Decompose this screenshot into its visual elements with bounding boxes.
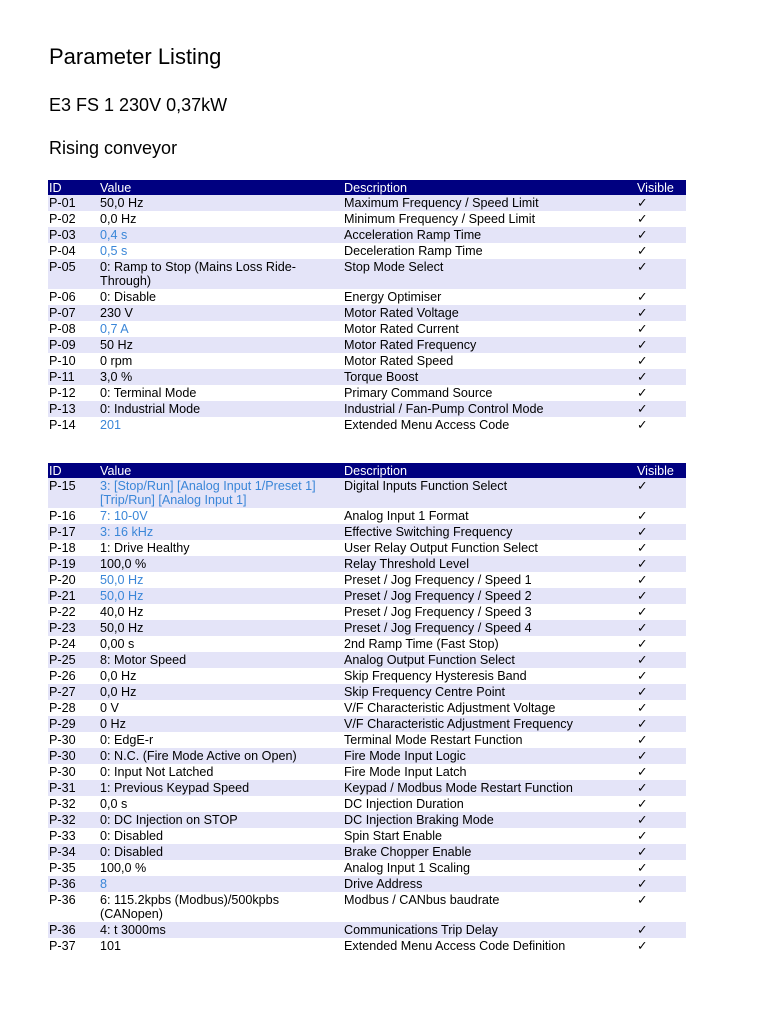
param-value: 1: Previous Keypad Speed xyxy=(100,781,250,795)
param-value: 0: Industrial Mode xyxy=(100,402,201,416)
param-description-cell: Skip Frequency Centre Point xyxy=(343,684,636,700)
param-id-cell: P-35 xyxy=(48,860,99,876)
param-value-cell xyxy=(99,478,343,508)
param-description-cell: Digital Inputs Function Select xyxy=(343,478,636,508)
table-row xyxy=(48,844,686,860)
param-description-cell: Effective Switching Frequency xyxy=(343,524,636,540)
param-id-cell: P-07 xyxy=(48,305,99,321)
application-heading: Rising conveyor xyxy=(49,138,178,158)
visible-check-icon: ✓ xyxy=(636,369,686,385)
visible-check-icon: ✓ xyxy=(636,305,686,321)
param-value-cell xyxy=(99,812,343,828)
table-row xyxy=(48,195,686,211)
param-value-cell xyxy=(99,556,343,572)
visible-check-icon: ✓ xyxy=(636,478,686,508)
table-body xyxy=(48,195,686,433)
table-row xyxy=(48,385,686,401)
column-header-value: Value xyxy=(99,180,343,195)
param-id-cell: P-19 xyxy=(48,556,99,572)
visible-check-icon: ✓ xyxy=(636,652,686,668)
param-id-cell: P-06 xyxy=(48,289,99,305)
param-id-cell: P-30 xyxy=(48,764,99,780)
param-value-cell xyxy=(99,620,343,636)
param-value-cell xyxy=(99,748,343,764)
param-id-cell: P-11 xyxy=(48,369,99,385)
param-value-cell xyxy=(99,604,343,620)
table-row xyxy=(48,211,686,227)
param-id-cell: P-27 xyxy=(48,684,99,700)
param-value: 50 Hz xyxy=(100,338,133,352)
visible-check-icon: ✓ xyxy=(636,588,686,604)
param-description-cell: Acceleration Ramp Time xyxy=(343,227,636,243)
param-id-cell: P-01 xyxy=(48,195,99,211)
param-description-cell: Analog Output Function Select xyxy=(343,652,636,668)
param-value-cell xyxy=(99,780,343,796)
param-value-cell xyxy=(99,417,343,433)
table-row xyxy=(48,259,686,289)
param-id-cell: P-33 xyxy=(48,828,99,844)
param-value: 8 xyxy=(100,877,108,891)
param-value-cell xyxy=(99,636,343,652)
param-value-cell xyxy=(99,668,343,684)
param-value-cell xyxy=(99,211,343,227)
param-value: 0: Ramp to Stop (Mains Loss Ride-Through) xyxy=(100,260,296,288)
param-description-cell: Preset / Jog Frequency / Speed 3 xyxy=(343,604,636,620)
table-row xyxy=(48,668,686,684)
visible-check-icon: ✓ xyxy=(636,780,686,796)
param-description-cell: Extended Menu Access Code xyxy=(343,417,636,433)
param-value-cell xyxy=(99,922,343,938)
param-description-cell: Deceleration Ramp Time xyxy=(343,243,636,259)
param-description-cell: Brake Chopper Enable xyxy=(343,844,636,860)
param-id-cell: P-23 xyxy=(48,620,99,636)
param-value-cell xyxy=(99,652,343,668)
param-value: 230 V xyxy=(100,306,133,320)
param-value: 3,0 % xyxy=(100,370,133,384)
visible-check-icon: ✓ xyxy=(636,321,686,337)
param-id-cell: P-02 xyxy=(48,211,99,227)
param-value-cell xyxy=(99,243,343,259)
table-header-row xyxy=(48,180,686,195)
drive-model-heading: E3 FS 1 230V 0,37kW xyxy=(49,95,228,115)
visible-check-icon: ✓ xyxy=(636,353,686,369)
param-description-cell: Terminal Mode Restart Function xyxy=(343,732,636,748)
visible-check-icon: ✓ xyxy=(636,844,686,860)
param-id-cell: P-20 xyxy=(48,572,99,588)
param-value-cell xyxy=(99,305,343,321)
param-value: 3: [Stop/Run] [Analog Input 1/Preset 1] [Trip/Run] [Analog Input 1] xyxy=(100,479,316,507)
param-description-cell: 2nd Ramp Time (Fast Stop) xyxy=(343,636,636,652)
param-id-cell: P-04 xyxy=(48,243,99,259)
table-row xyxy=(48,938,686,954)
param-value: 40,0 Hz xyxy=(100,605,144,619)
table-row xyxy=(48,369,686,385)
visible-check-icon: ✓ xyxy=(636,732,686,748)
table-row xyxy=(48,748,686,764)
param-value: 8: Motor Speed xyxy=(100,653,187,667)
param-id-cell: P-18 xyxy=(48,540,99,556)
table-row xyxy=(48,860,686,876)
param-description-cell: Skip Frequency Hysteresis Band xyxy=(343,668,636,684)
visible-check-icon: ✓ xyxy=(636,604,686,620)
visible-check-icon: ✓ xyxy=(636,540,686,556)
param-id-cell: P-10 xyxy=(48,353,99,369)
param-value: 0,0 Hz xyxy=(100,212,137,226)
param-value-cell xyxy=(99,369,343,385)
table-row xyxy=(48,716,686,732)
visible-check-icon: ✓ xyxy=(636,892,686,922)
visible-check-icon: ✓ xyxy=(636,796,686,812)
param-value-cell xyxy=(99,860,343,876)
param-description-cell: V/F Characteristic Adjustment Frequency xyxy=(343,716,636,732)
param-value: 50,0 Hz xyxy=(100,621,144,635)
table-row xyxy=(48,700,686,716)
visible-check-icon: ✓ xyxy=(636,938,686,954)
visible-check-icon: ✓ xyxy=(636,227,686,243)
table-row xyxy=(48,337,686,353)
visible-check-icon: ✓ xyxy=(636,508,686,524)
visible-check-icon: ✓ xyxy=(636,243,686,259)
visible-check-icon: ✓ xyxy=(636,876,686,892)
param-value-cell xyxy=(99,796,343,812)
table-body xyxy=(48,478,686,954)
param-value: 50,0 Hz xyxy=(100,573,144,587)
table-row xyxy=(48,604,686,620)
table-row xyxy=(48,227,686,243)
param-value-cell xyxy=(99,588,343,604)
visible-check-icon: ✓ xyxy=(636,716,686,732)
table-header-row xyxy=(48,463,686,478)
param-value-cell xyxy=(99,938,343,954)
param-value: 0: EdgE-r xyxy=(100,733,154,747)
param-value: 4: t 3000ms xyxy=(100,923,166,937)
table-row xyxy=(48,524,686,540)
visible-check-icon: ✓ xyxy=(636,556,686,572)
table-row xyxy=(48,796,686,812)
param-value: 201 xyxy=(100,418,122,432)
param-id-cell: P-31 xyxy=(48,780,99,796)
visible-check-icon: ✓ xyxy=(636,636,686,652)
table-row xyxy=(48,780,686,796)
param-value: 3: 16 kHz xyxy=(100,525,154,539)
param-id-cell: P-09 xyxy=(48,337,99,353)
param-value-cell xyxy=(99,684,343,700)
visible-check-icon: ✓ xyxy=(636,417,686,433)
param-value: 0 rpm xyxy=(100,354,133,368)
param-id-cell: P-08 xyxy=(48,321,99,337)
param-description-cell: Torque Boost xyxy=(343,369,636,385)
param-value-cell xyxy=(99,385,343,401)
table-row xyxy=(48,588,686,604)
param-value-cell xyxy=(99,828,343,844)
param-value: 0: Disabled xyxy=(100,829,164,843)
param-id-cell: P-28 xyxy=(48,700,99,716)
table-row xyxy=(48,305,686,321)
table-row xyxy=(48,812,686,828)
table-row xyxy=(48,652,686,668)
param-value: 7: 10-0V xyxy=(100,509,148,523)
param-value: 0 Hz xyxy=(100,717,126,731)
param-value-cell xyxy=(99,876,343,892)
param-id-cell: P-22 xyxy=(48,604,99,620)
param-description-cell: Minimum Frequency / Speed Limit xyxy=(343,211,636,227)
param-description-cell: Preset / Jog Frequency / Speed 4 xyxy=(343,620,636,636)
table-row xyxy=(48,401,686,417)
table-row xyxy=(48,764,686,780)
visible-check-icon: ✓ xyxy=(636,700,686,716)
param-description-cell: Relay Threshold Level xyxy=(343,556,636,572)
page-title: Parameter Listing xyxy=(49,44,222,69)
visible-check-icon: ✓ xyxy=(636,401,686,417)
table-row xyxy=(48,321,686,337)
visible-check-icon: ✓ xyxy=(636,668,686,684)
param-id-cell: P-32 xyxy=(48,812,99,828)
param-id-cell: P-05 xyxy=(48,259,99,289)
visible-check-icon: ✓ xyxy=(636,195,686,211)
param-value: 0,0 Hz xyxy=(100,685,137,699)
table-row xyxy=(48,732,686,748)
param-value-cell xyxy=(99,227,343,243)
param-description-cell: Primary Command Source xyxy=(343,385,636,401)
param-value-cell xyxy=(99,195,343,211)
param-id-cell: P-24 xyxy=(48,636,99,652)
table-row xyxy=(48,540,686,556)
table-row xyxy=(48,556,686,572)
param-value-cell xyxy=(99,321,343,337)
column-header-value: Value xyxy=(99,463,343,478)
param-value: 0,0 s xyxy=(100,797,128,811)
param-id-cell: P-36 xyxy=(48,876,99,892)
param-value: 0: Terminal Mode xyxy=(100,386,197,400)
param-description-cell: Maximum Frequency / Speed Limit xyxy=(343,195,636,211)
param-value: 50,0 Hz xyxy=(100,196,144,210)
param-value-cell xyxy=(99,337,343,353)
table-row xyxy=(48,684,686,700)
param-description-cell: Stop Mode Select xyxy=(343,259,636,289)
param-value-cell xyxy=(99,540,343,556)
param-description-cell: Industrial / Fan-Pump Control Mode xyxy=(343,401,636,417)
param-value-cell xyxy=(99,892,343,922)
table-row xyxy=(48,478,686,508)
param-id-cell: P-14 xyxy=(48,417,99,433)
param-value-cell xyxy=(99,401,343,417)
param-value-cell xyxy=(99,259,343,289)
param-id-cell: P-36 xyxy=(48,892,99,922)
param-value: 0: N.C. (Fire Mode Active on Open) xyxy=(100,749,297,763)
visible-check-icon: ✓ xyxy=(636,385,686,401)
param-id-cell: P-12 xyxy=(48,385,99,401)
table-row xyxy=(48,828,686,844)
param-description-cell: Motor Rated Frequency xyxy=(343,337,636,353)
param-description-cell: Spin Start Enable xyxy=(343,828,636,844)
param-id-cell: P-13 xyxy=(48,401,99,417)
column-header-description: Description xyxy=(343,463,636,478)
param-description-cell: DC Injection Braking Mode xyxy=(343,812,636,828)
param-description-cell: Extended Menu Access Code Definition xyxy=(343,938,636,954)
param-description-cell: Communications Trip Delay xyxy=(343,922,636,938)
param-description-cell: User Relay Output Function Select xyxy=(343,540,636,556)
param-description-cell: Motor Rated Speed xyxy=(343,353,636,369)
param-id-cell: P-30 xyxy=(48,748,99,764)
param-description-cell: Motor Rated Current xyxy=(343,321,636,337)
param-description-cell: Analog Input 1 Scaling xyxy=(343,860,636,876)
visible-check-icon: ✓ xyxy=(636,812,686,828)
param-description-cell: Preset / Jog Frequency / Speed 1 xyxy=(343,572,636,588)
param-id-cell: P-30 xyxy=(48,732,99,748)
param-value-cell xyxy=(99,844,343,860)
table-row xyxy=(48,876,686,892)
param-value: 101 xyxy=(100,939,122,953)
param-description-cell: Motor Rated Voltage xyxy=(343,305,636,321)
visible-check-icon: ✓ xyxy=(636,259,686,289)
param-value: 100,0 % xyxy=(100,861,147,875)
column-header-visible: Visible xyxy=(636,180,686,195)
parameter-table-2 xyxy=(48,463,686,954)
param-value: 0,00 s xyxy=(100,637,135,651)
param-description-cell: Keypad / Modbus Mode Restart Function xyxy=(343,780,636,796)
param-id-cell: P-03 xyxy=(48,227,99,243)
parameter-table-1 xyxy=(48,180,686,433)
param-description-cell: Fire Mode Input Latch xyxy=(343,764,636,780)
param-value-cell xyxy=(99,700,343,716)
param-id-cell: P-15 xyxy=(48,478,99,508)
visible-check-icon: ✓ xyxy=(636,860,686,876)
param-id-cell: P-21 xyxy=(48,588,99,604)
table-row xyxy=(48,417,686,433)
param-id-cell: P-37 xyxy=(48,938,99,954)
param-value: 0,5 s xyxy=(100,244,128,258)
param-value-cell xyxy=(99,524,343,540)
visible-check-icon: ✓ xyxy=(636,572,686,588)
param-id-cell: P-36 xyxy=(48,922,99,938)
param-description-cell: V/F Characteristic Adjustment Voltage xyxy=(343,700,636,716)
visible-check-icon: ✓ xyxy=(636,211,686,227)
visible-check-icon: ✓ xyxy=(636,524,686,540)
param-id-cell: P-17 xyxy=(48,524,99,540)
table-row xyxy=(48,508,686,524)
param-description-cell: Drive Address xyxy=(343,876,636,892)
table-row xyxy=(48,289,686,305)
table-row xyxy=(48,620,686,636)
param-description-cell: Energy Optimiser xyxy=(343,289,636,305)
visible-check-icon: ✓ xyxy=(636,289,686,305)
param-value: 50,0 Hz xyxy=(100,589,144,603)
param-id-cell: P-29 xyxy=(48,716,99,732)
param-value-cell xyxy=(99,289,343,305)
param-value-cell xyxy=(99,353,343,369)
param-description-cell: DC Injection Duration xyxy=(343,796,636,812)
visible-check-icon: ✓ xyxy=(636,764,686,780)
param-description-cell: Preset / Jog Frequency / Speed 2 xyxy=(343,588,636,604)
param-value-cell xyxy=(99,732,343,748)
param-value: 0: Disable xyxy=(100,290,157,304)
param-description-cell: Modbus / CANbus baudrate xyxy=(343,892,636,922)
visible-check-icon: ✓ xyxy=(636,828,686,844)
table-row xyxy=(48,353,686,369)
param-value: 0 V xyxy=(100,701,119,715)
table-row xyxy=(48,572,686,588)
param-id-cell: P-34 xyxy=(48,844,99,860)
table-row xyxy=(48,243,686,259)
table-row xyxy=(48,636,686,652)
table-row xyxy=(48,922,686,938)
column-header-id: ID xyxy=(48,463,99,478)
param-value: 100,0 % xyxy=(100,557,147,571)
visible-check-icon: ✓ xyxy=(636,337,686,353)
param-description-cell: Analog Input 1 Format xyxy=(343,508,636,524)
visible-check-icon: ✓ xyxy=(636,748,686,764)
param-id-cell: P-25 xyxy=(48,652,99,668)
param-value: 6: 115.2kpbs (Modbus)/500kpbs (CANopen) xyxy=(100,893,279,921)
param-value: 0,0 Hz xyxy=(100,669,137,683)
param-value-cell xyxy=(99,508,343,524)
param-value: 0,4 s xyxy=(100,228,128,242)
visible-check-icon: ✓ xyxy=(636,620,686,636)
param-value-cell xyxy=(99,572,343,588)
column-header-id: ID xyxy=(48,180,99,195)
param-value-cell xyxy=(99,716,343,732)
param-id-cell: P-16 xyxy=(48,508,99,524)
param-value: 0: DC Injection on STOP xyxy=(100,813,238,827)
visible-check-icon: ✓ xyxy=(636,684,686,700)
param-value-cell xyxy=(99,764,343,780)
param-value: 0: Input Not Latched xyxy=(100,765,214,779)
param-id-cell: P-26 xyxy=(48,668,99,684)
param-value: 0: Disabled xyxy=(100,845,164,859)
visible-check-icon: ✓ xyxy=(636,922,686,938)
column-header-visible: Visible xyxy=(636,463,686,478)
param-description-cell: Fire Mode Input Logic xyxy=(343,748,636,764)
table-row xyxy=(48,892,686,922)
column-header-description: Description xyxy=(343,180,636,195)
param-value: 0,7 A xyxy=(100,322,129,336)
param-id-cell: P-32 xyxy=(48,796,99,812)
param-value: 1: Drive Healthy xyxy=(100,541,190,555)
